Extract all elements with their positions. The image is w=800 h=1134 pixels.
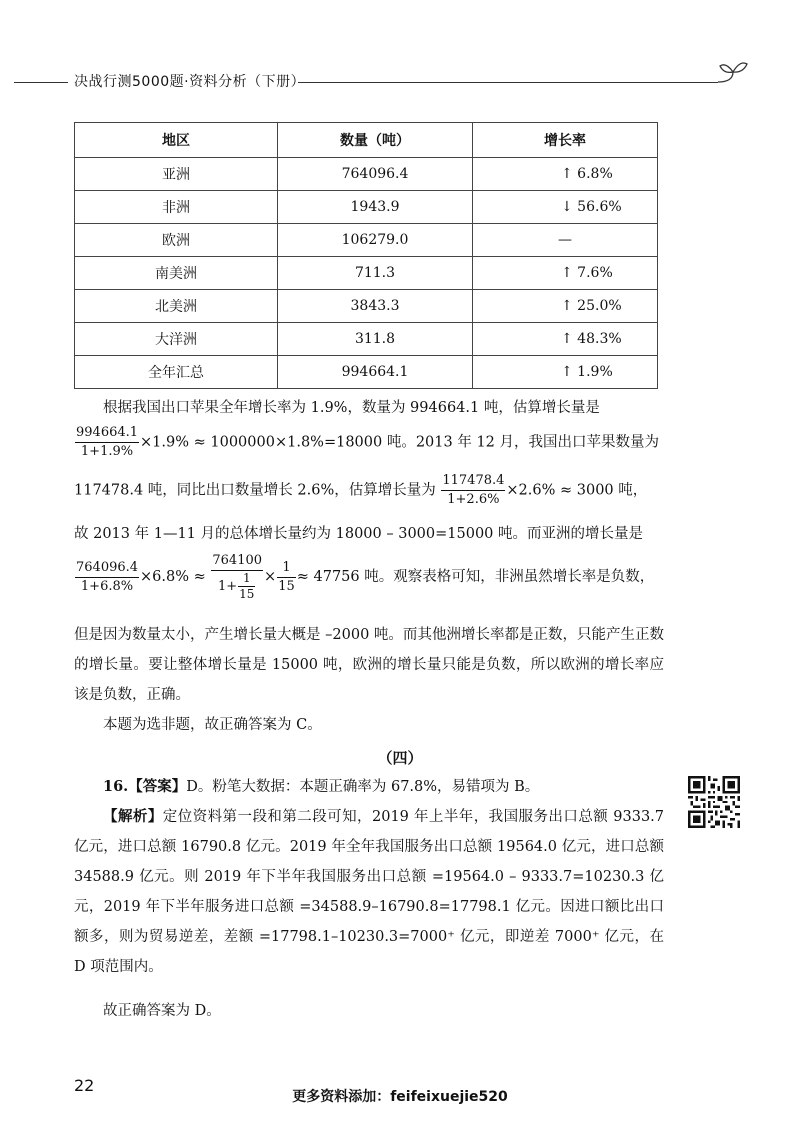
- answer-tag: 16.【答案】: [103, 778, 187, 795]
- qr-code-icon: [688, 776, 740, 828]
- answer-line: 本题为选非题，故正确答案为 C。: [103, 717, 322, 733]
- q16-answer: [74, 772, 664, 802]
- cell-region: 欧洲: [75, 224, 278, 257]
- fraction: [277, 559, 296, 596]
- cell-growth: ↓ 56.6%: [473, 191, 658, 224]
- cell-quantity: 1943.9: [278, 191, 473, 224]
- text-run: 根据我国出口苹果全年增长率为 1.9%，数量为 994664.1 吨，估算增长量是: [103, 400, 600, 416]
- cell-growth: ↑ 1.9%: [473, 356, 658, 389]
- fraction-numerator: 764096.4: [75, 559, 139, 578]
- cell-quantity: 994664.1: [278, 356, 473, 389]
- cell-growth: ↑ 48.3%: [473, 323, 658, 356]
- book-title: 决战行测5000题·资料分析（下册）: [74, 74, 306, 90]
- paragraph-line: [74, 396, 664, 417]
- paragraph-line: [74, 552, 664, 602]
- col-header-region: 地区: [75, 123, 278, 158]
- page-number: 22: [74, 1076, 95, 1095]
- sprout-icon: [716, 58, 750, 88]
- header-rule-right: [298, 82, 718, 83]
- fraction-denominator: 1+1.9%: [80, 444, 134, 459]
- col-header-growth: 增长率: [473, 123, 658, 158]
- fraction-denominator: [211, 571, 263, 602]
- fraction-denominator: 1+6.8%: [80, 578, 134, 594]
- text-run: 故 2013 年 1—11 月的总体增长量约为 18000 – 3000=15000 吨。而亚洲的增长量是: [74, 526, 644, 542]
- cell-quantity: 106279.0: [278, 224, 473, 257]
- nested-fraction: [238, 571, 255, 602]
- cell-quantity: 711.3: [278, 257, 473, 290]
- text-run: ×: [264, 569, 277, 585]
- fraction: [75, 559, 139, 596]
- analysis-text: 定位资料第一段和第二段可知，2019 年上半年，我国服务出口总额 9333.7 亿元，进口总额 16790.8 亿元。2019 年全年我国服务出口总额 19564.0 亿元，进口总额 34588.9 亿元。则 2019 年下半年我国服务出口总额 =19564.0 – 9333.7=10230.3 亿元，2019 年下半年服务进口总额 =34588.9–16790.8=17798.1 亿元。因进口额比出口额多，则为贸易逆差，差额 =17798.1–10230.3=7000⁺ 亿元，即逆差 7000⁺ 亿元，在 D 项范围内。: [74, 809, 665, 975]
- q16-analysis: [74, 802, 664, 982]
- cell-quantity: 311.8: [278, 323, 473, 356]
- text-run: 1+: [217, 579, 238, 594]
- section-title: （四）: [377, 749, 423, 767]
- col-header-quantity: 数量（吨）: [278, 123, 473, 158]
- table-row: [75, 290, 658, 323]
- table-header-row: [75, 123, 658, 158]
- fraction-numerator: 1: [238, 571, 255, 587]
- text-run: ≈ 47756 吨。观察表格可知，非洲虽然增长率是负数，: [296, 569, 655, 585]
- cell-growth: ↑ 7.6%: [473, 257, 658, 290]
- fraction-denominator: 15: [278, 578, 295, 594]
- cell-region: 南美洲: [75, 257, 278, 290]
- fraction-numerator: 117478.4: [441, 472, 505, 491]
- table-row: [75, 224, 658, 257]
- cell-region: 大洋洲: [75, 323, 278, 356]
- fraction-numerator: 1: [277, 559, 296, 578]
- cell-growth: ↑ 6.8%: [473, 158, 658, 191]
- analysis-tag: 【解析】: [103, 808, 163, 825]
- fraction: [75, 424, 139, 461]
- fraction-denominator: 1+2.6%: [447, 492, 500, 507]
- paragraph-continuation: 但是因为数量太小，产生增长量大概是 –2000 吨。而其他洲增长率都是正数，只能产生正数的增长量。要让整体增长量是 15000 吨，欧洲的增长量只能是负数，所以欧洲的增长率应该是负数，正确。: [74, 627, 664, 703]
- fraction-denominator: 15: [239, 587, 255, 601]
- fraction: [441, 472, 505, 509]
- fraction-numerator: 764100: [211, 552, 263, 571]
- cell-region: 亚洲: [75, 158, 278, 191]
- running-header: [0, 66, 800, 96]
- answer-text: D。粉笔大数据：本题正确率为 67.8%，易错项为 B。: [186, 779, 540, 795]
- export-table: [74, 122, 658, 389]
- table-row: [75, 158, 658, 191]
- cell-region: 非洲: [75, 191, 278, 224]
- header-rule-left: [14, 82, 68, 83]
- fraction: [211, 552, 263, 602]
- paragraph-line: [74, 522, 664, 543]
- text-run: ×1.9% ≈ 1000000×1.8%=18000 吨。2013 年 12 月，我国出口苹果数量为: [140, 434, 660, 451]
- text-run: ×6.8% ≈: [140, 569, 206, 585]
- conclusion-line: 故正确答案为 D。: [103, 1003, 221, 1019]
- cell-growth: —: [473, 224, 658, 257]
- cell-region: 北美洲: [75, 290, 278, 323]
- footer-note: 更多资料添加：feifeixuejie520: [292, 1089, 508, 1105]
- table-row: [75, 356, 658, 389]
- fraction-numerator: 994664.1: [75, 424, 139, 443]
- cell-quantity: 3843.3: [278, 290, 473, 323]
- paragraph-line: [74, 472, 664, 509]
- text-run: ×2.6% ≈ 3000 吨，: [506, 482, 648, 499]
- cell-quantity: 764096.4: [278, 158, 473, 191]
- cell-region: 全年汇总: [75, 356, 278, 389]
- text-run: 117478.4 吨，同比出口数量增长 2.6%，估算增长量为: [74, 482, 436, 499]
- paragraph-line: [74, 424, 664, 461]
- table-row: [75, 323, 658, 356]
- table-row: [75, 257, 658, 290]
- table-row: [75, 191, 658, 224]
- cell-growth: ↑ 25.0%: [473, 290, 658, 323]
